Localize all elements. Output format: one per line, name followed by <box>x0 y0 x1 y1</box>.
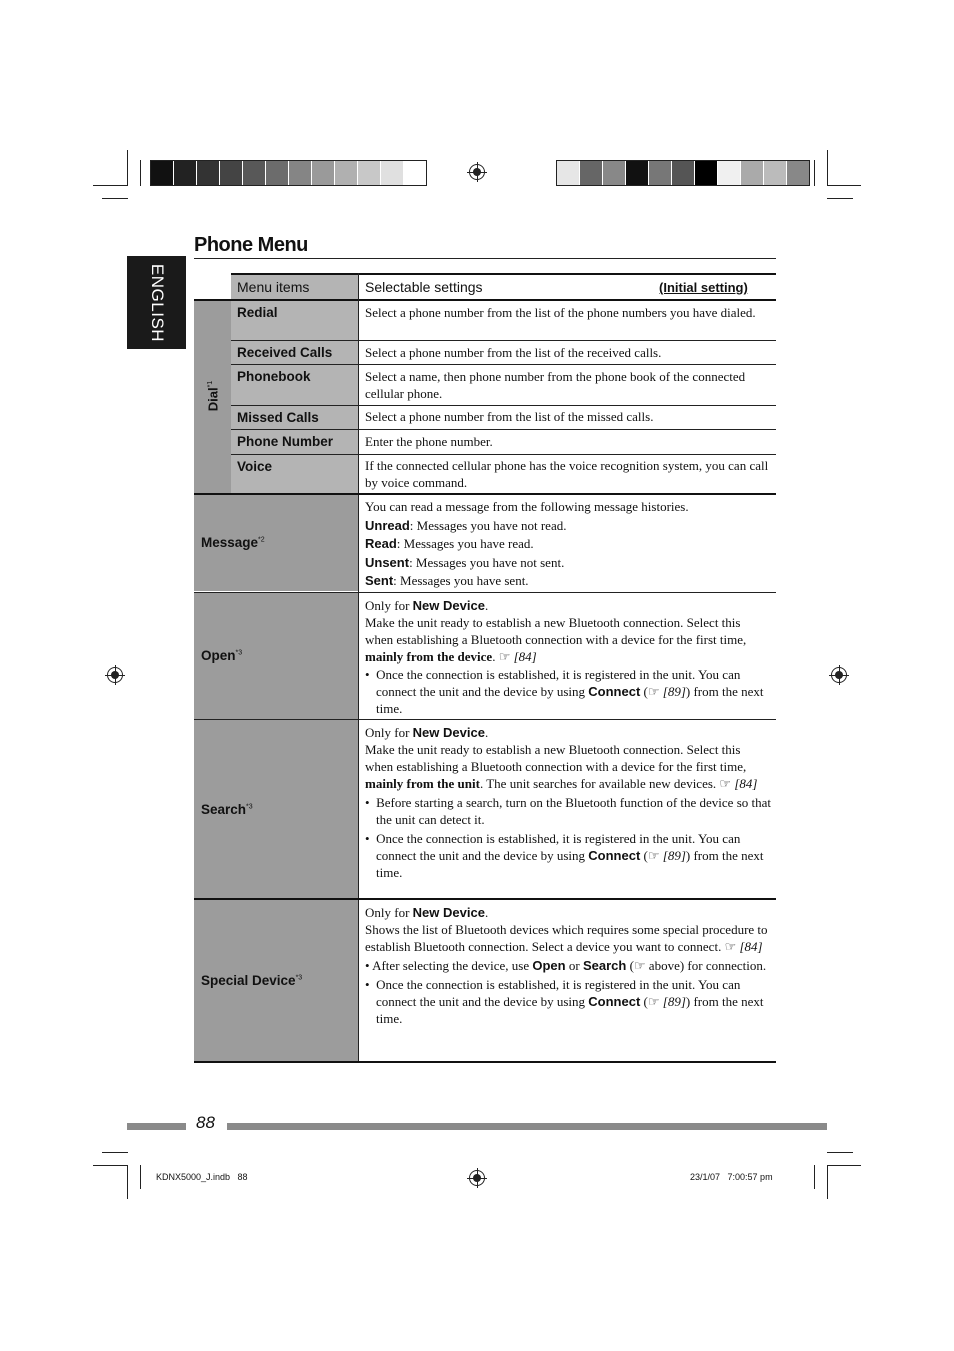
setting-voice: If the connected cellular phone has the voice recognition system, you can call by voice command. <box>365 458 769 490</box>
crop-mark <box>127 150 128 186</box>
registration-mark-icon <box>831 667 847 683</box>
header-menu-items: Menu items <box>237 279 310 295</box>
crop-mark <box>827 185 861 186</box>
registration-mark-icon <box>107 667 123 683</box>
title-rule <box>194 258 776 259</box>
language-tab <box>127 256 186 349</box>
language-tab-label: ENGLISH <box>147 263 167 342</box>
crop-mark <box>93 185 127 186</box>
setting-phonebook: Select a name, then phone number from the phone book of the connected cellular phone. <box>365 369 746 401</box>
crop-mark <box>127 1165 128 1199</box>
menu-item-phone-number: Phone Number <box>237 434 334 449</box>
menu-item-search: Search$^{*3}$ <box>201 802 253 817</box>
crop-mark <box>827 1165 861 1166</box>
crop-mark <box>827 198 853 199</box>
menu-item-missed-calls: Missed Calls <box>237 410 319 425</box>
header-selectable-settings: Selectable settings <box>365 279 483 295</box>
dial-group-label: Dial$^{*1}$ <box>205 380 221 412</box>
color-bar-right <box>556 160 810 186</box>
setting-search: Only for New Device. Make the unit ready to establish a new Bluetooth connection. Select this when establishing a Bluetooth connection with a device for the first time, mainly from the unit. The unit searches for available new devices. ☞ [84] • Before starting a search, turn on the Bluetooth function of the device so that the unit can detect it. • Once the connection is established, it is registered in the unit. You can connect the unit and the device by using Connect (☞ [89]) from the next time. <box>365 725 772 880</box>
menu-item-open: Open$^{*3}$ <box>201 648 243 663</box>
page-bar-right <box>227 1123 827 1130</box>
setting-message: You can read a message from the following message histories. Unread: Messages you have not read. Read: Messages you have read. Unsent: Messages you have not sent. Sent: Messages you have sent. <box>365 499 689 588</box>
crop-mark <box>814 1165 815 1189</box>
setting-open: Only for New Device. Make the unit ready to establish a new Bluetooth connection. Select this when establishing a Bluetooth connection with a device for the first time, mainly from the device. ☞ [84] • Once the connection is established, it is registered in the unit. You can connect the unit and the device by using Connect (☞ [89]) from the next time. <box>365 598 764 716</box>
page-title: Phone Menu <box>194 234 308 256</box>
crop-mark <box>140 160 141 186</box>
crop-mark <box>93 1165 127 1166</box>
menu-item-voice: Voice <box>237 459 273 474</box>
menu-item-phonebook: Phonebook <box>237 369 311 384</box>
setting-special-device: Only for New Device. Shows the list of Bluetooth devices which requires some special procedure to establish Bluetooth connection. Select a device you want to connect. ☞ [84] • After selecting the device, use Open or Search (☞ above) for connection. • Once the connection is established, it is registered in the unit. You can connect the unit and the device by using Connect (☞ [89]) from the next time. <box>365 905 768 1026</box>
crop-mark <box>827 1152 853 1153</box>
menu-item-redial: Redial <box>237 305 278 320</box>
crop-mark <box>827 150 828 186</box>
crop-mark <box>102 1152 128 1153</box>
page-number: 88 <box>196 1113 215 1132</box>
header-initial-setting: (Initial setting) <box>659 280 748 295</box>
page-bar-left <box>127 1123 186 1130</box>
menu-item-message: Message$^{*2}$ <box>201 535 265 550</box>
crop-mark <box>827 1165 828 1199</box>
footer-file: KDNX5000_J.indb 88 <box>156 1172 248 1182</box>
setting-missed-calls: Select a phone number from the list of the missed calls. <box>365 409 654 424</box>
registration-mark-icon <box>469 164 485 180</box>
crop-mark <box>814 160 815 186</box>
setting-phone-number: Enter the phone number. <box>365 434 493 449</box>
menu-item-special-device: Special Device$^{*3}$ <box>201 973 303 988</box>
crop-mark <box>140 1165 141 1189</box>
crop-mark <box>102 198 128 199</box>
color-bar-left <box>150 160 427 186</box>
registration-mark-icon <box>469 1170 485 1186</box>
setting-received-calls: Select a phone number from the list of the received calls. <box>365 345 662 360</box>
setting-redial: Select a phone number from the list of the phone numbers you have dialed. <box>365 305 756 320</box>
footer-timestamp: 23/1/07 7:00:57 pm <box>690 1172 773 1182</box>
menu-item-received-calls: Received Calls <box>237 345 333 360</box>
